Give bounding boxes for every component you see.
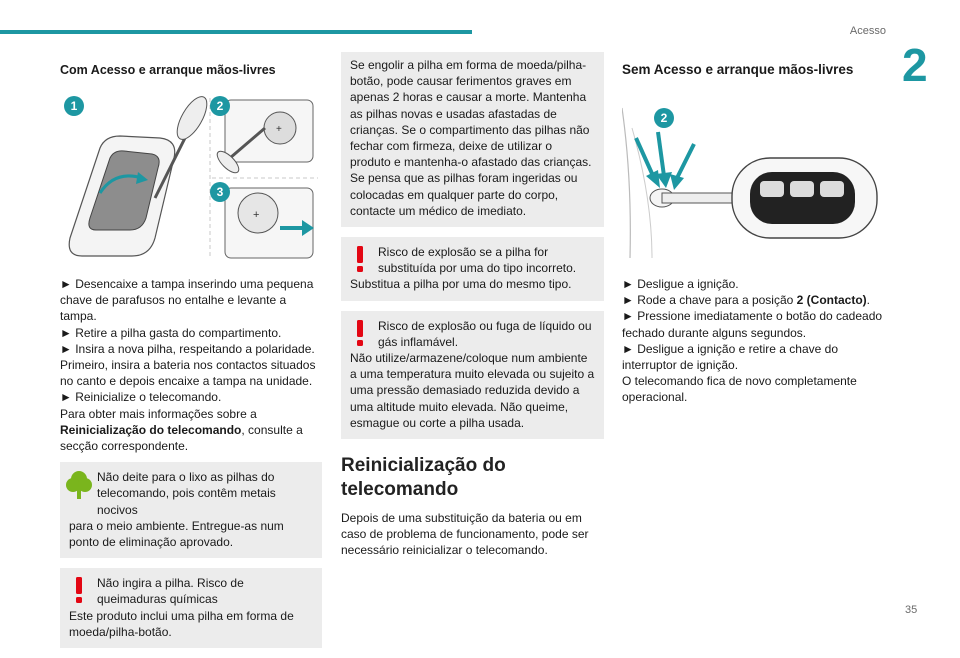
step-press-lock: ► Pressione imediatamente o botão do cadeado fechado durante alguns segundos. (622, 309, 883, 340)
paragraph-more-info: Para obter mais informações sobre a Reinicialização do telecomando, consulte a secção correspondente. (60, 406, 303, 454)
step-remove-battery: ► Retire a pilha gasta do compartimento. (60, 325, 282, 340)
svg-text:2: 2 (660, 111, 668, 125)
step-turn-key: ► Rode a chave para a posição 2 (Contacto). (622, 293, 870, 308)
svg-text:2: 2 (216, 99, 224, 113)
key-ignition-illustration (622, 88, 884, 266)
step-reinitialize: ► Reinicialize o telecomando. (60, 390, 222, 405)
section-title: Acesso (849, 25, 886, 37)
column-right (622, 62, 884, 406)
header-accent-bar (0, 30, 472, 34)
warning-explosion: Risco de explosão ou fuga de líquido ou gás inflamável. Não utilize/armazene/coloque num ambiente a uma temperatura muito elevada ou sujeito a uma pressão demasiado reduzida devido a uma altitude muito elevada. Não queime, esmague ou corte a pilha usada. (341, 311, 604, 439)
paragraph-reinitialization: Depois de uma substituição da bateria ou em caso de problema de funcionamento, pode ser necessário reinicializar o telecomando. (341, 511, 589, 558)
warning-wrong-type: Risco de explosão se a pilha for substituída por uma do tipo incorreto. Substitua a pilha por uma do mesmo tipo. (341, 237, 604, 301)
step-ignition-off: ► Desligue a ignição. (622, 277, 739, 291)
paragraph-operational: O telecomando fica de novo completamente operacional. (622, 374, 857, 405)
tree-icon (65, 469, 93, 501)
reinit-link: Reinicialização do telecomando (60, 422, 242, 437)
page-number: 35 (905, 604, 918, 616)
heading-hands-free: Com Acesso e arranque mãos-livres (60, 63, 276, 77)
battery-replacement-illustration (60, 88, 322, 266)
step-insert-battery: ► Insira a nova pilha, respeitando a polaridade. (60, 341, 315, 356)
warning-icon (74, 577, 84, 603)
environment-note: Não deite para o lixo as pilhas do telecomando, pois contêm metais nocivos para o meio ambiente. Entregue-as num ponto de eliminação aprovado. (60, 462, 322, 558)
column-left (60, 62, 322, 658)
step-remove-key: ► Desligue a ignição e retire a chave do interruptor de ignição. (622, 341, 838, 373)
heading-reinitialization: Reinicialização do telecomando (341, 455, 506, 501)
svg-text:3: 3 (216, 185, 224, 199)
warning-swallow: Se engolir a pilha em forma de moeda/pilha-botão, pode causar ferimentos graves em apenas 2 horas e causar a morte. Mantenha as pilhas novas e usadas afastadas de crianças. Se o compartimento das pilhas não fechar com firmeza, deixe de utilizar o produto e mantenha-o afastado das crianças. Se pensa que as pilhas foram ingeridas ou colocadas em qualquer parte do corpo, contacte um médico de imediato. (341, 52, 604, 227)
paragraph-insert-contacts: Primeiro, insira a bateria nos contactos situados no canto e depois encaixe a tampa na unidade. (60, 358, 316, 389)
svg-text:1: 1 (70, 99, 78, 113)
chapter-number: 2 (902, 39, 928, 91)
step-remove-cover: ► Desencaixe a tampa inserindo uma pequena chave de parafusos no entalhe e levante a tampa. (60, 277, 314, 324)
warning-ingest: Não ingira a pilha. Risco de queimaduras químicas Este produto inclui uma pilha em forma de moeda/pilha-botão. (60, 568, 322, 648)
heading-without-hands-free: Sem Acesso e arranque mãos-livres (622, 62, 854, 77)
warning-icon (355, 320, 365, 346)
column-middle (341, 52, 604, 559)
svg-text:+: + (276, 124, 282, 135)
warning-icon (355, 246, 365, 272)
svg-text:+: + (253, 209, 260, 221)
